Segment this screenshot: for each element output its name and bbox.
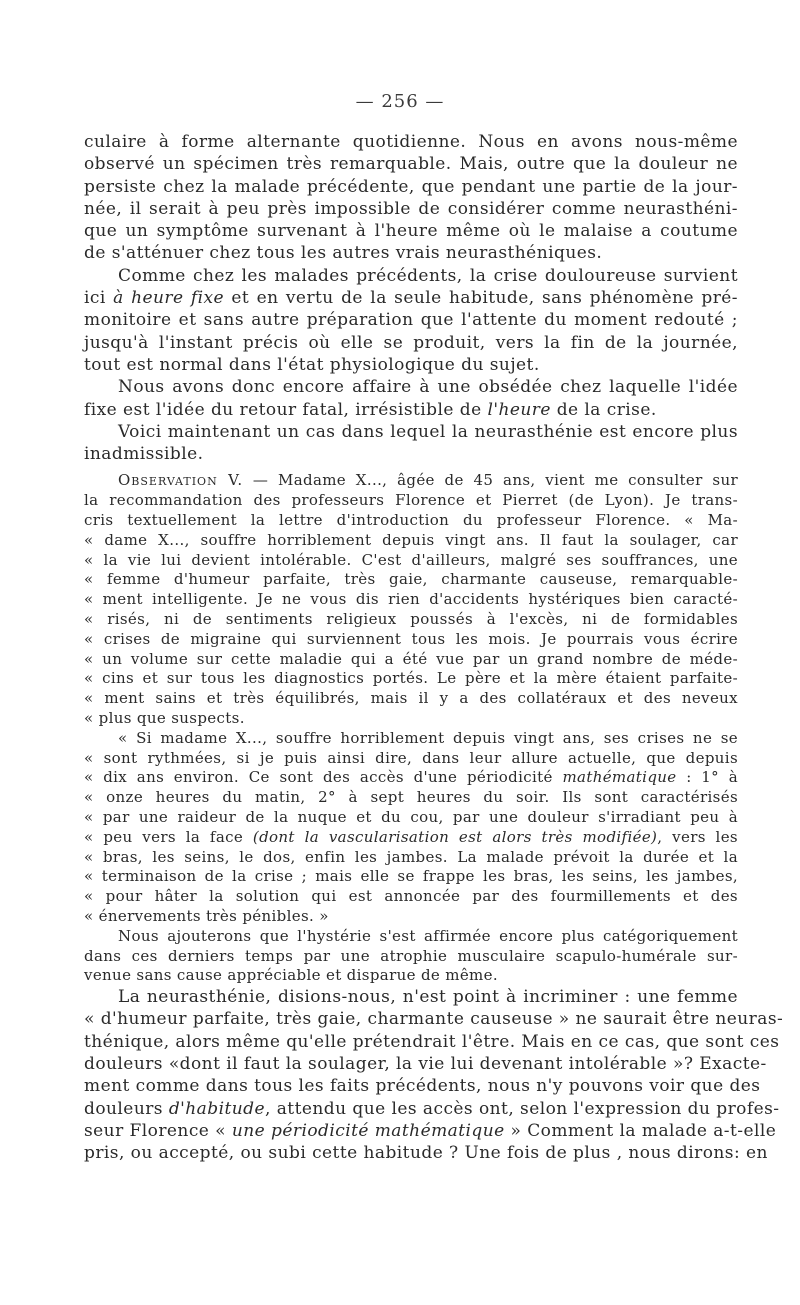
text-line: Nous ajouterons que l'hystérie s'est affirmée encore plus catégoriquement [118, 926, 738, 945]
text-line: tout est normal dans l'état physiologique du sujet. [84, 354, 540, 375]
text-line: la recommandation des professeurs Florence et Pierret (de Lyon). Je trans- [84, 491, 738, 510]
paragraph-obsedee [84, 376, 738, 421]
italic-text: une périodicité mathématique [231, 1120, 505, 1141]
text-line: « d'humeur parfaite, très gaie, charmante causeuse » ne saurait être neuras- [84, 1009, 784, 1030]
paragraph-heure-fixe [84, 265, 738, 376]
text-line: jusqu'à l'instant précis où elle se produit, vers la fin de la journée, [84, 332, 738, 353]
text-line: « onze heures du matin, 2° à sept heures du soir. Ils sont caractérisés [84, 788, 738, 807]
text-line: observé un spécimen très remarquable. Mais, outre que la douleur ne [84, 154, 738, 175]
text-line: « cins et sur tous les diagnostics portés. Le père et la mère étaient parfaite- [84, 669, 738, 688]
text-line: « bras, les seins, le dos, enfin les jambes. La malade prévoit la durée et la [84, 847, 738, 866]
page-text [84, 131, 784, 1165]
text-line: « dix ans environ. Ce sont des accès d'une périodicité mathématique : 1° à [84, 768, 738, 787]
text-line: « risés, ni de sentiments religieux poussés à l'excès, ni de formidables [84, 610, 738, 629]
italic-text: à heure fixe [113, 288, 225, 309]
text-line: persiste chez la malade précédente, que pendant une partie de la jour- [84, 176, 738, 197]
text-line: fixe est l'idée du retour fatal, irrésistible de l'heure de la crise. [84, 399, 657, 420]
text-line: « Si madame X..., souffre horriblement depuis vingt ans, ses crises ne se [118, 728, 738, 747]
italic-text: l'heure [487, 399, 551, 420]
text-line: ment comme dans tous les faits précédents, nous n'y pouvons voir que des [84, 1076, 761, 1097]
text-line: seur Florence « une périodicité mathématique » Comment la malade a-t-elle [84, 1120, 777, 1141]
text-line: de s'atténuer chez tous les autres vrais neurasthéniques. [84, 243, 603, 264]
text-line: « plus que suspects. [84, 709, 245, 728]
text-line: « peu vers la face (dont la vascularisation est alors très modifiée), vers les [84, 827, 738, 846]
text-line: culaire à forme alternante quotidienne. Nous en avons nous-même [84, 132, 738, 152]
text-line: cris textuellement la lettre d'introduction du professeur Florence. « Ma- [84, 511, 738, 530]
text-line: thénique, alors même qu'elle prétendrait l'être. Mais en ce cas, que sont ces [84, 1031, 780, 1052]
text-line: Comme chez les malades précédents, la crise douloureuse survient [118, 265, 738, 286]
observation-heading: Observation V. [118, 471, 244, 490]
paragraph-continuation [84, 131, 738, 265]
italic-text: (dont la vascularisation est alors très modifiée) [252, 827, 658, 846]
text-line: monitoire et sans autre préparation que l'attente du moment redouté ; [84, 310, 738, 331]
observation-heading-line: Observation V. — Madame X..., âgée de 45 ans, vient me consulter sur [118, 471, 738, 490]
text-line: « ment sains et très équilibrés, mais il y a des collatéraux et des neveux [84, 689, 738, 708]
text-line: « par une raideur de la nuque et du cou, par une douleur s'irradiant peu à [84, 808, 738, 826]
text-line: inadmissible. [84, 444, 204, 465]
text-line: « femme d'humeur parfaite, très gaie, charmante causeuse, remarquable- [84, 570, 738, 589]
text-line: « sont rythmées, si je puis ainsi dire, dans leur allure actuelle, que depuis [84, 748, 738, 767]
text-line: venue sans cause appréciable et disparue de même. [84, 966, 498, 985]
paragraph-voici [84, 421, 738, 466]
observation-block [84, 471, 738, 986]
text-line: « crises de migraine qui surviennent tous les mois. Je pourrais vous écrire [84, 629, 738, 648]
italic-text: mathématique [562, 768, 677, 787]
page-number: — 256 — [355, 91, 445, 112]
text-line: « énervements très pénibles. » [84, 906, 329, 925]
text-line: douleurs d'habitude, attendu que les accès ont, selon l'expression du profes- [84, 1098, 780, 1119]
text-line: pris, ou accepté, ou subi cette habitude ? Une fois de plus , nous dirons: en [84, 1143, 768, 1164]
text-line: ici à heure fixe et en vertu de la seule habitude, sans phénomène pré- [84, 288, 738, 309]
text-line: « la vie lui devient intolérable. C'est d'ailleurs, malgré ses souffrances, une [84, 550, 738, 569]
text-line: douleurs «dont il faut la soulager, la vie lui devenant intolérable »? Exacte- [84, 1054, 767, 1075]
italic-text: d'habitude [168, 1098, 266, 1119]
text-line: « dame X..., souffre horriblement depuis vingt ans. Il faut la soulager, car [84, 530, 738, 549]
text-line: que un symptôme survenant à l'heure même où le malaise a coutume [84, 221, 738, 242]
text-line: dans ces derniers temps par une atrophie musculaire scapulo-humérale sur- [84, 946, 738, 965]
text-line: « terminaison de la crise ; mais elle se frappe les bras, les seins, les jambes, [84, 867, 738, 886]
text-line: Nous avons donc encore affaire à une obsédée chez laquelle l'idée [118, 377, 738, 398]
text-line: née, il serait à peu près impossible de considérer comme neurasthéni- [84, 198, 738, 219]
text-line: « pour hâter la solution qui est annoncée par des fourmillements et des [84, 887, 738, 906]
text-line: La neurasthénie, disions-nous, n'est point à incriminer : une femme [118, 987, 738, 1008]
text-line: Voici maintenant un cas dans lequel la neurasthénie est encore plus [118, 421, 738, 442]
text-line: « ment intelligente. Je ne vous dis rien d'accidents hystériques bien caracté- [84, 590, 738, 609]
paragraph-neurasthenie [84, 986, 784, 1164]
text-line: « un volume sur cette maladie qui a été vue par un grand nombre de méde- [84, 649, 738, 668]
